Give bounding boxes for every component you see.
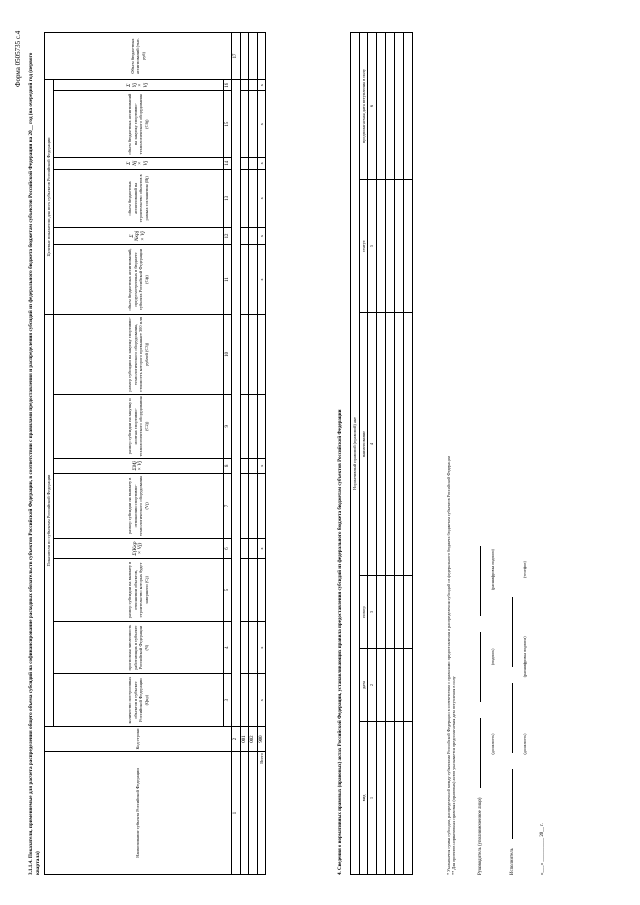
acts-group-header: Нормативный правовой (правовой) акт — [351, 33, 360, 875]
signature-date: «___» __________ 20__ г. — [540, 823, 545, 875]
colnum-6: 6 — [223, 539, 232, 559]
table-row — [385, 33, 394, 875]
signature-exec — [510, 589, 516, 875]
acts-header-kind: вид — [359, 722, 368, 875]
header-col-6: Σ(Kкр × Vj) — [53, 539, 223, 559]
footnotes — [446, 35, 457, 875]
colnum-7: 7 — [223, 473, 232, 538]
colnum-17: 17 — [232, 33, 241, 80]
cell-mark: x — [257, 458, 266, 473]
main-table — [44, 32, 266, 875]
acts-header-status: статус — [359, 180, 368, 313]
cell-mark: x — [257, 157, 266, 169]
cell-mark: x — [257, 674, 266, 727]
header-col-4: прогнозная численность работающих в субъекте Российской Федерации (Ч) — [53, 622, 223, 674]
acts-header-name: наименование — [359, 313, 368, 576]
row-code: 001 — [240, 727, 249, 752]
total-label: Всего — [257, 752, 266, 875]
header-row-code: Код строки — [45, 727, 232, 752]
caption-position: (должность) — [522, 733, 527, 755]
header-col-3: количество построенных объектов в субъекте Российской Федерации (Qкр) — [53, 674, 223, 727]
acts-colnum: 2 — [368, 649, 377, 722]
header-group-right: Целевые показатели для всех субъектов Российской Федерации — [45, 80, 54, 315]
header-total: Объем бюджетных ассигнований (тыс. руб) — [45, 33, 232, 80]
header-col-5: размер субсидии на выплату в отношении объектов, строительство которых будет завершено (Сj) — [53, 558, 223, 621]
header-col-16: Σ Yj × Vj — [53, 80, 223, 91]
caption-position: (должность) — [490, 733, 495, 755]
table-row — [394, 33, 403, 875]
footnote-1: * Указывается сумма субсидии, распределенной между субъектами Российской Федерации в соответствии с правилами предоставления и распределения субсидий из федерального бюджета бюджетам субъектов Российской Федерации — [446, 455, 451, 875]
colnum-5: 5 — [223, 558, 232, 621]
colnum-8: 8 — [223, 458, 232, 473]
table-row — [376, 33, 385, 875]
acts-colnum: 1 — [368, 722, 377, 875]
table-row — [249, 33, 258, 875]
header-col-14: Σ Nj × Vj — [53, 157, 223, 169]
table-row-total — [257, 33, 266, 875]
signature-head-label: Руководитель (уполномоченное лицо) — [478, 797, 483, 875]
caption-phone: (телефон) — [522, 561, 527, 578]
table-row — [240, 33, 249, 875]
footnote-2: ** Для проектов нормативных правовых (правовых) актов указывается предполагаемая дата вступления в силу — [451, 676, 457, 875]
colnum-10: 10 — [223, 315, 232, 395]
signature-exec-label: Исполнитель — [510, 848, 515, 875]
section-title: 3.1.1.4. Показатели, применяемые для расчета распределения общего объема субсидий на софинансирование расходных обязательств субъектов Российской Федерации, в соответствии с правилами предоставления и распределения субсидий из федерального бюджета бюджетам субъектов Российской Федерации на 20__ год (на очередной год (первого квартала) — [28, 52, 41, 875]
cell-mark: x — [257, 80, 266, 91]
header-col-15: объем бюджетных ассигнований на закупку спортивно-технологического оборудования (Сбj) — [53, 91, 223, 158]
caption-signature: (подпись) — [490, 648, 495, 666]
colnum-2: 2 — [232, 727, 241, 752]
colnum-4: 4 — [223, 622, 232, 674]
signature-head — [478, 538, 484, 875]
section4-title: 4. Сведения о нормативных правовых (правовых) актах Российской Федерации, устанавливающих правила предоставления субсидий из федерального бюджета бюджетам субъектов Российской Федерации — [338, 409, 343, 875]
caption-decode: (расшифровка подписи) — [490, 549, 495, 591]
header-subject-name: Наименование субъекта Российской Федерации — [45, 752, 232, 875]
header-col-9: размер субсидии на закупку и монтаж спортивно-технологического оборудования (C2j) — [53, 394, 223, 458]
form-code: Форма 0505735 с.4 — [14, 30, 22, 87]
acts-header-effective-date: предполагаемая дата вступления в силу — [359, 33, 368, 180]
colnum-1: 1 — [232, 752, 241, 875]
row-code: 900 — [257, 727, 266, 752]
cell-mark: x — [257, 539, 266, 559]
colnum-13: 13 — [223, 169, 232, 228]
colnum-11: 11 — [223, 244, 232, 314]
colnum-14: 14 — [223, 157, 232, 169]
cell-mark: x — [257, 244, 266, 314]
caption-decode: (расшифровка подписи) — [522, 636, 527, 678]
acts-colnum: 6 — [368, 33, 377, 180]
header-col-8: ΣMj × Vj — [53, 458, 223, 473]
header-col-7: размер субсидии на выплату в отношении спортивно-технологического оборудования (Vj) — [53, 473, 223, 538]
header-group-left: Показатели по субъектам Российской Федерации — [45, 315, 54, 727]
acts-colnum: 3 — [368, 576, 377, 649]
header-col-12: Σ Nкрj × Vj — [53, 228, 223, 245]
colnum-3: 3 — [223, 674, 232, 727]
header-col-10: размер субсидии на закупку спортивно-технологического оборудования, стоимость которого превышает 300 млн рублей (C3j) — [53, 315, 223, 395]
header-col-11: объем бюджетных ассигнований, предусмотренных в бюджете субъекта Российской Федерации (Сф) — [53, 244, 223, 314]
acts-colnum: 5 — [368, 180, 377, 313]
cell-mark: x — [257, 228, 266, 245]
cell-mark: x — [257, 622, 266, 674]
acts-colnum: 4 — [368, 313, 377, 576]
colnum-9: 9 — [223, 394, 232, 458]
header-col-13: объем бюджетных ассигнований на строительство объектов в рамках соглашения (Вj) — [53, 169, 223, 228]
acts-header-date: дата — [359, 649, 368, 722]
row-code: 002 — [249, 727, 258, 752]
colnum-16: 16 — [223, 80, 232, 91]
colnum-12: 12 — [223, 228, 232, 245]
signature-head-captions — [490, 527, 497, 787]
signature-exec-captions — [522, 527, 529, 787]
cell-mark: x — [257, 91, 266, 158]
colnum-15: 15 — [223, 91, 232, 158]
acts-table — [350, 32, 413, 875]
cell-mark: x — [257, 169, 266, 228]
table-row — [403, 33, 412, 875]
acts-header-number: номер — [359, 576, 368, 649]
